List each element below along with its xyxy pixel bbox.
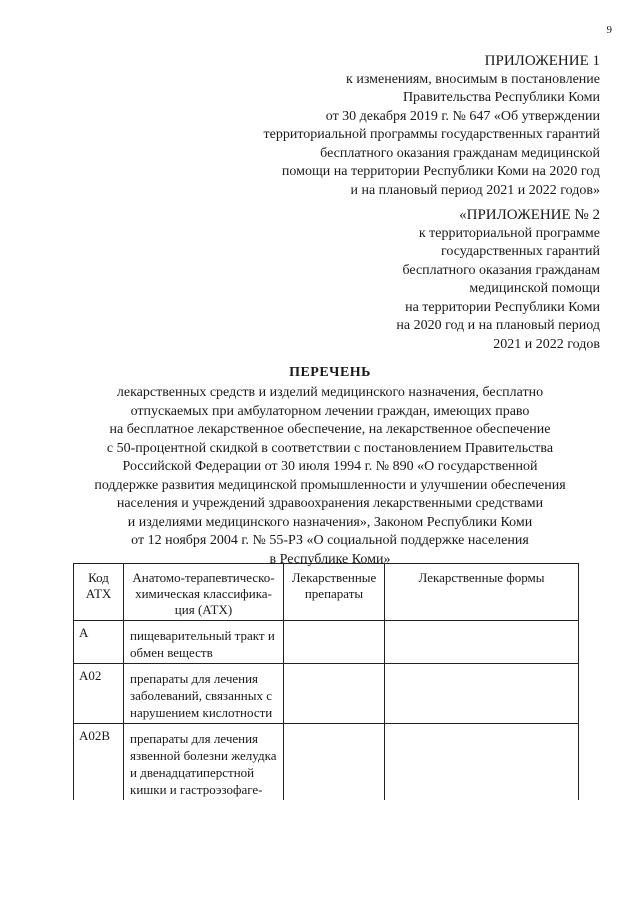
table-header-row <box>74 564 579 621</box>
appendix-2-block <box>300 206 600 354</box>
header-code <box>74 564 124 621</box>
list-heading: ПЕРЕЧЕНЬ <box>289 365 371 380</box>
row-forms <box>385 621 579 664</box>
row-drugs <box>284 664 385 724</box>
row-drugs <box>284 621 385 664</box>
header-classification-line: химическая классифика- <box>135 586 272 601</box>
row-classification <box>124 724 284 801</box>
header-drugs-line: препараты <box>304 586 364 601</box>
row-forms <box>385 724 579 801</box>
header-classification <box>124 564 284 621</box>
row-classification-line: препараты для лечения <box>130 731 259 746</box>
header-drugs-line: Лекарственные <box>291 570 377 585</box>
table-row <box>74 621 579 664</box>
description-line: Российской Федерации от 30 июля 1994 г. № 890 «О государственной <box>122 459 538 474</box>
appendix-1-line: бесплатного оказания гражданам медицинской <box>320 145 600 161</box>
appendix-1-line: и на плановый период 2021 и 2022 годов» <box>350 182 600 198</box>
header-classification-line: ция (АТХ) <box>174 602 233 617</box>
description-line: и изделиями медицинского назначения», Законом Республики Коми <box>127 514 533 530</box>
row-code: А02В <box>74 724 124 801</box>
appendix-1-title: ПРИЛОЖЕНИЕ 1 <box>484 53 600 69</box>
appendix-1-line: Правительства Республики Коми <box>402 90 600 105</box>
row-classification-line: и двенадцатиперстной <box>130 765 255 780</box>
description-line: на бесплатное лекарственное обеспечение, на лекарственное обеспечение <box>109 422 551 437</box>
appendix-2-line: на 2020 год и на плановый период <box>396 318 600 333</box>
description-line: от 12 ноября 2004 г. № 55-РЗ «О социальной поддержке населения <box>131 533 529 548</box>
appendix-1-line: к изменениям, вносимым в постановление <box>346 71 600 87</box>
appendix-2-title: «ПРИЛОЖЕНИЕ № 2 <box>459 207 600 223</box>
appendix-2-line: на территории Республики Коми <box>405 299 600 315</box>
appendix-2-line: к территориальной программе <box>418 225 600 241</box>
list-description <box>60 384 600 569</box>
header-forms <box>385 564 579 621</box>
row-classification-line: кишки и гастроэзофаге- <box>130 782 263 797</box>
header-drugs <box>284 564 385 621</box>
row-classification <box>124 621 284 664</box>
row-code: А02 <box>74 664 124 724</box>
description-line: отпускаемых при амбулаторном лечении граждан, имеющих право <box>130 403 530 419</box>
description-line: поддержке развития медицинской промышленности и улучшении обеспечения <box>94 477 566 493</box>
row-drugs <box>284 724 385 801</box>
row-code: А <box>74 621 124 664</box>
appendix-1-line: территориальной программы государственных гарантий <box>263 127 600 142</box>
header-forms-line: Лекарственные формы <box>418 570 545 585</box>
description-line: в Республике Коми» <box>269 551 391 567</box>
row-classification-line: обмен веществ <box>130 645 213 660</box>
row-classification <box>124 664 284 724</box>
row-classification-line: нарушением кислотности <box>130 705 273 720</box>
appendix-2-line: бесплатного оказания гражданам <box>402 262 600 278</box>
description-line: лекарственных средств и изделий медицинского назначения, бесплатно <box>116 385 544 400</box>
appendix-2-line: медицинской помощи <box>469 281 600 296</box>
row-classification-line: пищеварительный тракт и <box>130 628 275 643</box>
description-line: с 50-процентной скидкой в соответствии с постановлением Правительства <box>106 440 554 456</box>
header-code-line: Код <box>88 570 109 585</box>
table-row <box>74 724 579 801</box>
drug-list-table <box>73 563 579 800</box>
row-classification-line: заболеваний, связанных с <box>130 688 273 703</box>
appendix-2-line: государственных гарантий <box>441 244 600 259</box>
table-row <box>74 664 579 724</box>
appendix-1-line: от 30 декабря 2019 г. № 647 «Об утверждении <box>325 108 600 124</box>
row-classification-line: язвенной болезни желудка <box>130 748 277 763</box>
appendix-1-block <box>180 52 600 200</box>
row-forms <box>385 664 579 724</box>
header-code-line: АТХ <box>85 586 112 601</box>
row-classification-line: препараты для лечения <box>130 671 259 686</box>
appendix-2-line: 2021 и 2022 годов <box>493 336 600 352</box>
page-number: 9 <box>606 24 612 36</box>
header-classification-line: Анатомо-терапевтическо- <box>132 570 275 585</box>
appendix-1-line: помощи на территории Республики Коми на 2020 год <box>281 164 600 179</box>
description-line: населения и учреждений здравоохранения лекарственными средствами <box>116 496 544 511</box>
